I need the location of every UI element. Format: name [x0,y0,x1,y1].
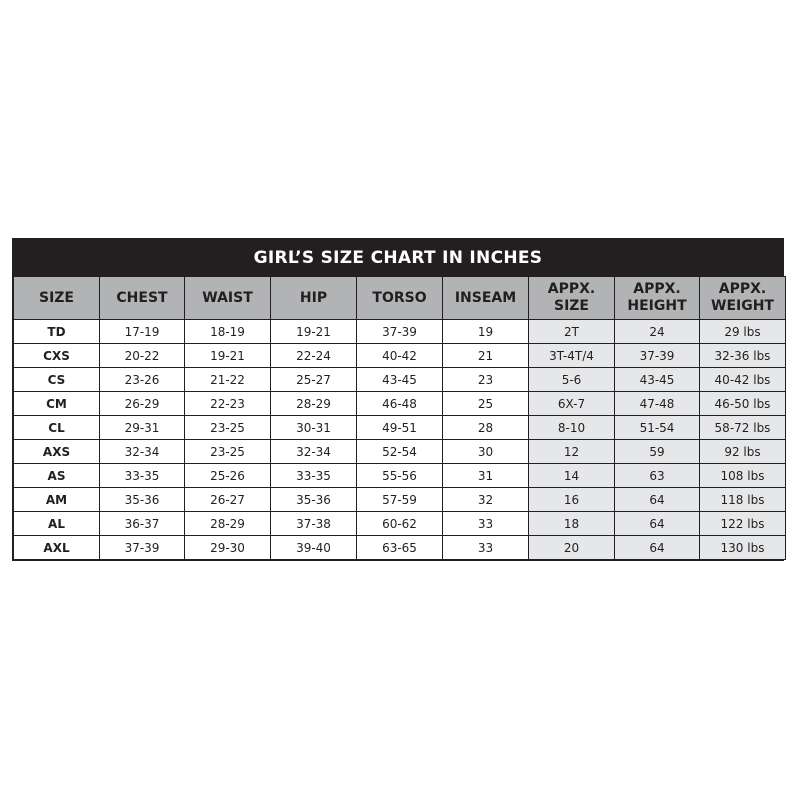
table-row [14,416,786,440]
inseam-cell: 33 [443,512,529,536]
chest-cell: 23-26 [100,368,185,392]
hip-cell: 28-29 [271,392,357,416]
header-appx-size: APPX. SIZE [529,277,615,320]
hip-cell: 19-21 [271,320,357,344]
size-cell: AS [14,464,100,488]
hip-cell: 25-27 [271,368,357,392]
appx-height-cell: 64 [615,488,700,512]
appx-size-cell: 12 [529,440,615,464]
table-row [14,464,786,488]
inseam-cell: 31 [443,464,529,488]
torso-cell: 40-42 [357,344,443,368]
appx-weight-cell: 92 lbs [700,440,786,464]
appx-weight-cell: 58-72 lbs [700,416,786,440]
appx-weight-cell: 32-36 lbs [700,344,786,368]
appx-weight-cell: 46-50 lbs [700,392,786,416]
torso-cell: 49-51 [357,416,443,440]
size-cell: CS [14,368,100,392]
hip-cell: 35-36 [271,488,357,512]
hip-cell: 39-40 [271,536,357,560]
torso-cell: 46-48 [357,392,443,416]
table-row [14,320,786,344]
size-cell: AM [14,488,100,512]
size-chart [12,238,784,561]
appx-height-cell: 63 [615,464,700,488]
appx-size-cell: 14 [529,464,615,488]
header-chest: CHEST [100,277,185,320]
size-cell: TD [14,320,100,344]
waist-cell: 28-29 [185,512,271,536]
appx-size-cell: 3T-4T/4 [529,344,615,368]
waist-cell: 23-25 [185,440,271,464]
chest-cell: 32-34 [100,440,185,464]
appx-size-cell: 5-6 [529,368,615,392]
inseam-cell: 32 [443,488,529,512]
table-row [14,536,786,560]
waist-cell: 21-22 [185,368,271,392]
inseam-cell: 25 [443,392,529,416]
size-cell: CXS [14,344,100,368]
chest-cell: 26-29 [100,392,185,416]
appx-weight-cell: 122 lbs [700,512,786,536]
appx-height-cell: 51-54 [615,416,700,440]
hip-cell: 33-35 [271,464,357,488]
inseam-cell: 21 [443,344,529,368]
header-appx-weight: APPX. WEIGHT [700,277,786,320]
waist-cell: 22-23 [185,392,271,416]
hip-cell: 37-38 [271,512,357,536]
header-size: SIZE [14,277,100,320]
table-row [14,392,786,416]
chest-cell: 29-31 [100,416,185,440]
appx-height-cell: 47-48 [615,392,700,416]
table-row [14,344,786,368]
waist-cell: 25-26 [185,464,271,488]
appx-height-cell: 64 [615,536,700,560]
waist-cell: 18-19 [185,320,271,344]
appx-height-cell: 24 [615,320,700,344]
appx-size-cell: 6X-7 [529,392,615,416]
size-cell: AL [14,512,100,536]
hip-cell: 22-24 [271,344,357,368]
inseam-cell: 23 [443,368,529,392]
header-waist: WAIST [185,277,271,320]
appx-weight-cell: 130 lbs [700,536,786,560]
inseam-cell: 30 [443,440,529,464]
chest-cell: 33-35 [100,464,185,488]
header-inseam: INSEAM [443,277,529,320]
inseam-cell: 19 [443,320,529,344]
chest-cell: 20-22 [100,344,185,368]
appx-weight-cell: 108 lbs [700,464,786,488]
torso-cell: 43-45 [357,368,443,392]
appx-weight-cell: 29 lbs [700,320,786,344]
appx-weight-cell: 118 lbs [700,488,786,512]
torso-cell: 37-39 [357,320,443,344]
hip-cell: 32-34 [271,440,357,464]
size-table [13,276,786,560]
appx-size-cell: 20 [529,536,615,560]
header-row [14,277,786,320]
size-cell: CM [14,392,100,416]
appx-height-cell: 64 [615,512,700,536]
appx-height-cell: 37-39 [615,344,700,368]
appx-size-cell: 2T [529,320,615,344]
waist-cell: 29-30 [185,536,271,560]
chest-cell: 35-36 [100,488,185,512]
waist-cell: 19-21 [185,344,271,368]
appx-size-cell: 16 [529,488,615,512]
appx-size-cell: 18 [529,512,615,536]
chest-cell: 17-19 [100,320,185,344]
chart-title: GIRL’S SIZE CHART IN INCHES [13,239,783,276]
waist-cell: 23-25 [185,416,271,440]
torso-cell: 52-54 [357,440,443,464]
size-cell: AXL [14,536,100,560]
hip-cell: 30-31 [271,416,357,440]
inseam-cell: 28 [443,416,529,440]
torso-cell: 60-62 [357,512,443,536]
appx-weight-cell: 40-42 lbs [700,368,786,392]
table-row [14,512,786,536]
torso-cell: 63-65 [357,536,443,560]
torso-cell: 55-56 [357,464,443,488]
size-cell: CL [14,416,100,440]
appx-height-cell: 43-45 [615,368,700,392]
chest-cell: 36-37 [100,512,185,536]
torso-cell: 57-59 [357,488,443,512]
appx-size-cell: 8-10 [529,416,615,440]
header-torso: TORSO [357,277,443,320]
header-appx-height: APPX. HEIGHT [615,277,700,320]
table-row [14,488,786,512]
waist-cell: 26-27 [185,488,271,512]
table-row [14,368,786,392]
appx-height-cell: 59 [615,440,700,464]
table-row [14,440,786,464]
table-body [14,320,786,560]
size-cell: AXS [14,440,100,464]
header-hip: HIP [271,277,357,320]
chest-cell: 37-39 [100,536,185,560]
inseam-cell: 33 [443,536,529,560]
